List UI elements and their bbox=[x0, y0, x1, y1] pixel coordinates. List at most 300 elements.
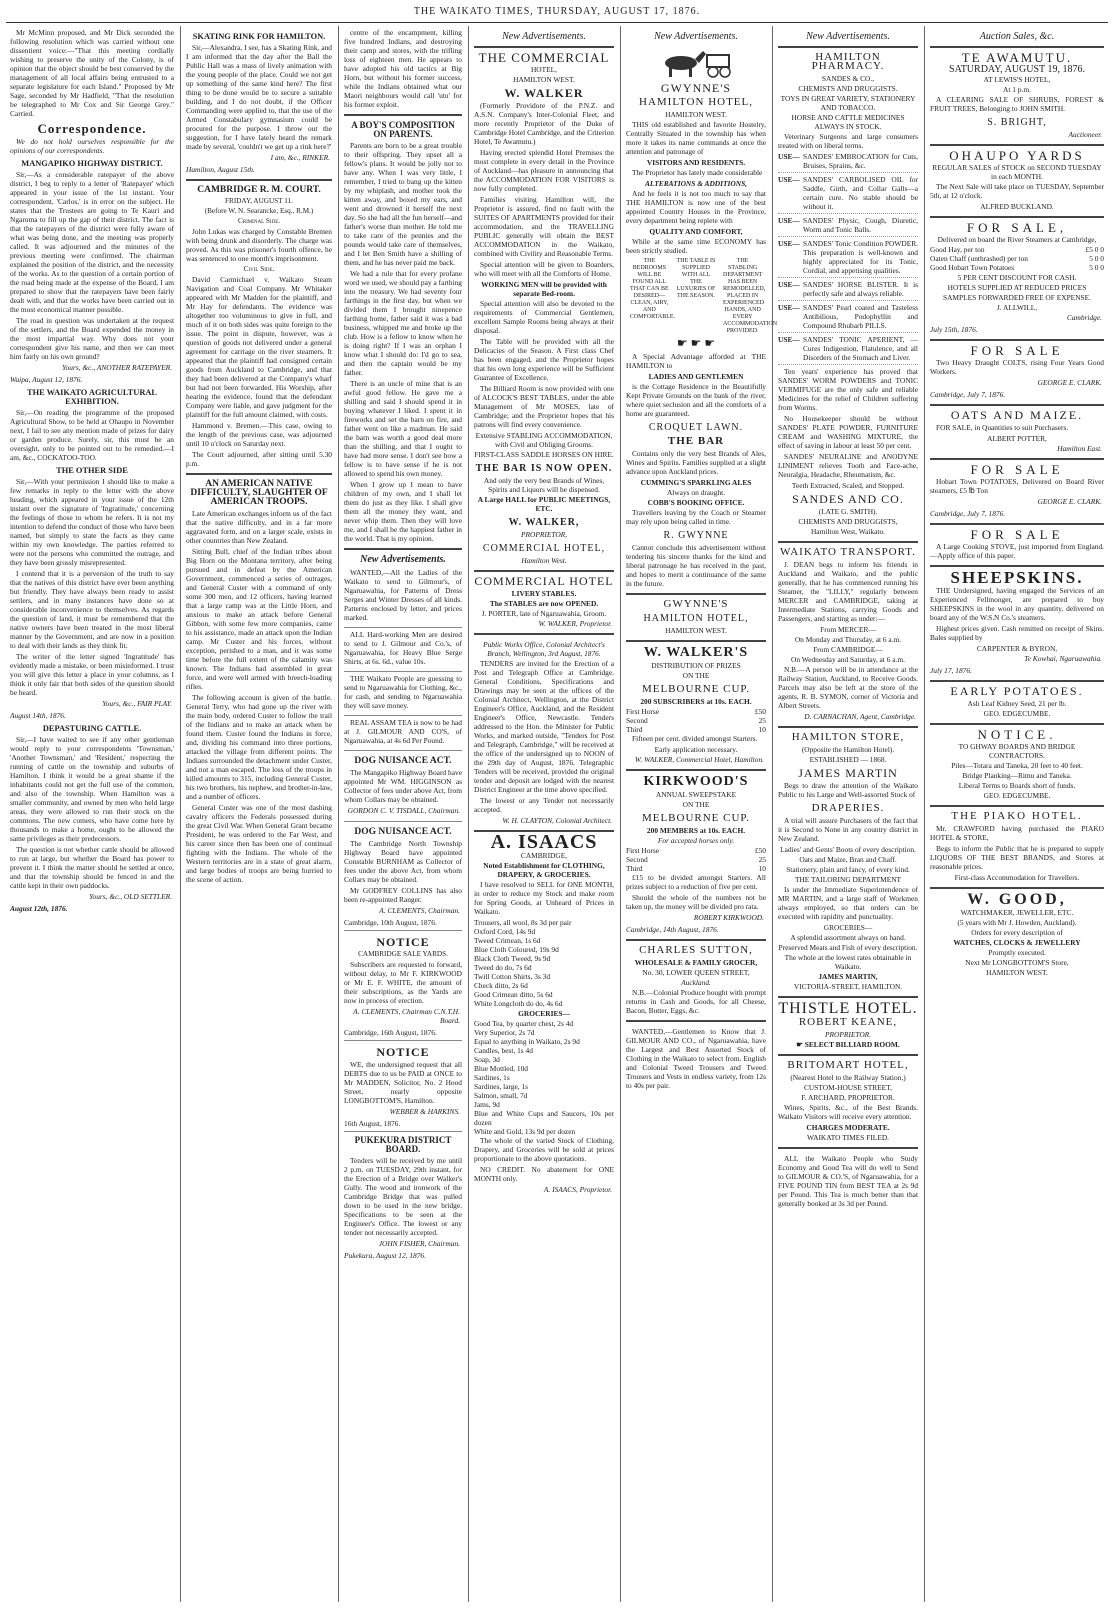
advert-body: Travellers leaving by the Coach or Steamer may rely upon being called in time. bbox=[626, 508, 766, 526]
advert-date: July 17, 1876. bbox=[930, 666, 972, 675]
advert-body: A Special Advantage afforded at THE HAMILTON to bbox=[626, 352, 766, 370]
advert-line: Hamilton West, Waikato. bbox=[810, 527, 886, 536]
advert-line: GROCERIES— bbox=[518, 1009, 570, 1018]
advert-subtitle: CAMBRIDGE SALE YARDS. bbox=[358, 950, 448, 958]
advert-title: CHARLES SUTTON, bbox=[639, 944, 753, 956]
advert-body: THIS old established and favorite Hostelry, Centrally Situated in the township has when more it takes its name commands at once the attention and patronage of bbox=[626, 120, 766, 156]
letter-body: I contend that it is a perversion of the truth to say that the natives of this district have ever been anything but friendly. They have always been ready to assist settlers, and in many instances have done so at considerable inconvenience to themselves. As regards the question of land, it must be remembered that the native owners have been treated in the most liberal manner by the Government, and are now in a position to deal with their lands as they think fit. bbox=[10, 569, 174, 650]
advert-line: DRAPERIES. bbox=[811, 802, 885, 814]
advert bbox=[344, 751, 462, 822]
advert-signature: GEO. EDGECUMBE. bbox=[983, 791, 1051, 800]
price-list bbox=[474, 918, 614, 1008]
row-value: £50 bbox=[754, 707, 766, 716]
letter-body: The road in question was undertaken at the request of the settlers, and the Board expended the money in the most impartial way. Why does not your correspondent give his name, and then we can meet him fairly on his own ground? bbox=[10, 316, 174, 361]
advert-body: The lowest or any Tender not necessarily accepted. bbox=[474, 796, 614, 814]
advert-line: Orders for every description of bbox=[971, 928, 1063, 937]
advert-body: Two Heavy Draught COLTS, rising Four Years Good Workers. bbox=[930, 358, 1104, 376]
list-item: Check ditto, 2s 6d bbox=[474, 981, 528, 990]
correspondence-heading: Correspondence. bbox=[37, 121, 147, 136]
advert-title: FOR SALE, bbox=[966, 220, 1068, 235]
advert-signature: J. ALLWILL, bbox=[996, 303, 1038, 312]
advert-signature: ALFRED BUCKLAND. bbox=[980, 202, 1054, 211]
list-item: Sardines, large, 1s bbox=[474, 1082, 529, 1091]
letter-heading: THE OTHER SIDE bbox=[56, 466, 128, 475]
feature-columns bbox=[626, 258, 778, 335]
advert-title: NOTICE bbox=[376, 1045, 430, 1059]
advert-title: COMMERCIAL HOTEL bbox=[474, 574, 614, 588]
advert-line: Delivered on board the River Steamers at Cambridge, bbox=[937, 235, 1097, 244]
letter-body: Sir,—With your permission I should like to make a few remarks in reply to the letter with the above heading, which appeared in your issue of the 12th instant over the signature of 'Ingratitude,' concerning the feelings of those to whom he refers. It is not my intention to defend the conduct of those who have been named, but simply to state the facts as they came within my own knowledge. The parties referred to were not the persons who committed the outrage, and they have been grossly misrepresented. bbox=[10, 477, 174, 567]
advert-signature: GEO. EDGECUMBE. bbox=[983, 709, 1051, 718]
use-item bbox=[778, 335, 918, 365]
row-value: 5 0 0 bbox=[1089, 254, 1104, 263]
advert-body: Begs to draw the attention of the Waikato Public to his Large and Well-assorted Stock of bbox=[778, 781, 918, 799]
advert-line: WORKING MEN will be provided with separate Bed-room. bbox=[481, 280, 607, 298]
advert bbox=[344, 672, 462, 716]
advert-body: Special attention will also be devoted to the requirements of Commercial Gentlemen, excellent Sample Rooms being always at their disposal. bbox=[474, 299, 614, 335]
list-item: Equal to anything in Waikato, 2s 9d bbox=[474, 1037, 580, 1046]
advert-body: Having erected splendid Hotel Premises the most complete in every detail in the Province of Auckland—has pleasure in announcing that the ACCOMMODATION FOR VISITORS is now fully completed. bbox=[474, 148, 614, 193]
row-value: £5 0 0 bbox=[1085, 245, 1104, 254]
advert-line: Always on draught. bbox=[666, 488, 726, 497]
letter-signature: Yours, &c., ANOTHER RATEPAYER. bbox=[62, 363, 172, 372]
advert-name: W. WALKER bbox=[504, 86, 584, 100]
advert-line: For accepted horses only. bbox=[657, 836, 735, 845]
advert-line: Hamilton West. bbox=[521, 556, 567, 565]
advert-line: THE BAR IS NOW OPEN. bbox=[475, 463, 613, 474]
advert-title: BRITOMART HOTEL, bbox=[787, 1059, 909, 1071]
article-body: Sitting Bull, chief of the Indian tribes about Big Horn on the Montana territory, after being pursued and in defeat by the American Government, commenced a series of outrages, and General Custer with a command of only some 300 men, and 12 officers, having learned that a large camp was at the Little Horn, and anxious to make an attack before General Gibbon, with some few more companies, came to his assistance, made an attack upon the Indian camp. Mr Custer and his forces, without exception, perished to a man, and it was some time before the full extent of the calamity was known. The Indians had assembled in great force, and were well armed with breech-loading rifles. bbox=[186, 547, 332, 691]
advert-signature: ROBERT KIRKWOOD. bbox=[693, 913, 764, 922]
advert-title: OHAUPO YARDS bbox=[949, 148, 1085, 163]
advert-line: 200 SUBSCRIBERS at 10s. EACH. bbox=[640, 697, 752, 706]
advert-body: REAL ASSAM TEA is now to be had at J. GILMOUR AND CO'S, of Ngaruawahia, at 4s 6d Per Pound. bbox=[344, 718, 462, 745]
advert-body: Veterinary Surgeons and large consumers treated with on liberal terms. bbox=[778, 132, 918, 150]
advert bbox=[344, 566, 462, 628]
divider bbox=[930, 523, 1104, 525]
price-row bbox=[930, 254, 1104, 263]
list-item: Candles, best, 1s 4d bbox=[474, 1046, 533, 1055]
advert-title: A. ISAACS bbox=[490, 831, 598, 853]
advert-subtitle: HAMILTON WEST. bbox=[665, 626, 727, 635]
divider bbox=[778, 46, 918, 48]
divider bbox=[186, 179, 332, 181]
advert-title: FOR SALE bbox=[970, 527, 1064, 542]
advert-body: THE Undersigned, having engaged the Services of an Experienced Fellmonger, are prepared to buy SHEEPSKINS in the wool in any quantity, delivered on board any of the W.S.N Co.'s steamers. bbox=[930, 586, 1104, 622]
advert-body: Mr. CRAWFORD having purchased the PIAKO HOTEL & STORE, bbox=[930, 824, 1104, 842]
advert-body: ALL Hard-working Men are desired to send to J. Gilmour and Co.'s, of Ngaruawahia, for Heavy Blue Serge Shirts, at 6s. 6d., value 10s. bbox=[344, 630, 462, 666]
intro-text: Mr McMinn proposed, and Mr Dick seconded the following resolution which was carried without one dissentient voice:—"That this meeting cordially wishing to preserve the unity of the Colony, is of opinion that the object should be best conserved by the management of all local affairs being entrusted to a separate legislature for each Island." Proposed by Mr Sage, seconded by Mr Hadfield, "That the resolution be telegraphed to Mr Cox and Sir George Grey." Carried. bbox=[10, 28, 174, 118]
divider bbox=[930, 458, 1104, 460]
column-divider bbox=[338, 26, 339, 1602]
advert-signature: A. CLEMENTS, Chairman C.N.T.H. Board. bbox=[353, 1007, 460, 1025]
pointing-hand-icon: ☛ bbox=[796, 1040, 805, 1049]
row-label: Oaten Chaff (unthrashed) per ton bbox=[930, 254, 1028, 263]
advert-line: Stationery, plain and fancy, of every kind. bbox=[786, 865, 910, 874]
advert-body: £15 to be divided amongst Starters. All prizes subject to a reduction of five per cent. bbox=[626, 873, 766, 891]
advert-line: FIRST-CLASS SADDLE HORSES ON HIRE. bbox=[474, 450, 614, 459]
advert-line: HORSE AND CATTLE MEDICINES ALWAYS IN STOCK. bbox=[791, 113, 905, 131]
advert-body: Begs to inform the Public that he is prepared to supply LIQUORS OF THE BEST BRANDS, and Stores at reasonable prices. bbox=[930, 844, 1104, 871]
advert-subtitle: HOTEL, bbox=[530, 65, 558, 74]
advert-body: The Proprietor has lately made considerable bbox=[632, 168, 763, 177]
row-label: Third bbox=[626, 864, 643, 873]
advert-date: Pukekura, August 12, 1876. bbox=[344, 1251, 426, 1260]
letter-date: August 12th, 1876. bbox=[10, 904, 68, 913]
advert-line: HOTELS SUPPLIED AT REDUCED PRICES bbox=[947, 283, 1087, 292]
article-body: Sir,—Alexandra, I see, has a Skating Rink, and I am informed that the day after the Ball the Public Hall was a mass of lively animation with the young people of the place. Could we not get up something of the same kind here? The first thing to be done would be to secure a suitable building, and I do not doubt, if the Officer Commanding were applied to, that the use of the Armed Constabulary gymnasium could be procured for the purpose. I throw out the suggestion, for I have lately heard the remark made by several, 'couldn't we get up a rink here?' bbox=[186, 43, 332, 151]
use-item bbox=[778, 216, 918, 237]
list-item: Black Cloth Tweed, 9s 9d bbox=[474, 954, 551, 963]
use-label: USE— bbox=[778, 335, 800, 344]
advert-date: July 15th, 1876. bbox=[930, 325, 978, 334]
advert-line: TO GHWAY BOARDS AND BRIDGE CONTRACTORS. bbox=[958, 742, 1076, 760]
advert-line: CHEMISTS AND DRUGGISTS, bbox=[798, 517, 898, 526]
letter-date: August 14th, 1876. bbox=[10, 711, 66, 720]
use-item bbox=[778, 239, 918, 278]
advert-title: TE AWAMUTU. bbox=[961, 50, 1073, 65]
list-item: Very Superior, 2s 7d bbox=[474, 1028, 535, 1037]
advert bbox=[344, 822, 462, 931]
advert-subtitle: HAMILTON WEST. bbox=[513, 75, 575, 84]
letter-heading: THE WAIKATO AGRICULTURAL EXHIBITION. bbox=[27, 388, 157, 406]
advert-signature: GORDON C. V. TISDALL, Chairman. bbox=[347, 806, 460, 815]
letter-heading: MANGAPIKO HIGHWAY DISTRICT. bbox=[21, 159, 163, 168]
feature-bedrooms: THE BEDROOMS WILL BE FOUND ALL THAT CAN BE DESIRED— CLEAN, AIRY, AND COMFORTABLE. bbox=[629, 258, 676, 320]
divider bbox=[778, 541, 918, 543]
use-text: SANDES' Pearl coated and Tasteless Antibilious, Podophyllin and Compound Rhubarb PILLS. bbox=[803, 303, 918, 330]
advert-title: SHEEPSKINS. bbox=[950, 568, 1084, 587]
advert-body: WE, the undersigned request that all DEBTS due to us be PAID at ONCE to Mr MADDEN, Solicitor, No. 2 Hood Street, nearly opposite LONGBOTTOM'S, Hamilton. bbox=[344, 1060, 462, 1105]
list-item: Twill Cotton Shirts, 3s 3d bbox=[474, 972, 551, 981]
advert-body: NO CREDIT. No abatement for ONE MONTH only. bbox=[474, 1165, 614, 1183]
list-item: Tweed Crimean, 1s 6d bbox=[474, 936, 541, 945]
advert-line: Teeth Extracted, Scaled, and Stopped. bbox=[791, 481, 905, 490]
advert-subtitle: CHEMISTS AND DRUGGISTS. bbox=[798, 84, 898, 93]
price-row bbox=[930, 245, 1104, 254]
advert-line: From MERCER— bbox=[820, 625, 876, 634]
advert-body: And he feels it is not too much to say that THE HAMILTON is now one of the best appointed Country Houses in the Province, every department being replete with bbox=[626, 189, 766, 225]
list-item: Soap, 3d bbox=[474, 1055, 500, 1064]
divider bbox=[626, 769, 766, 771]
section-heading: New Advertisements. bbox=[360, 554, 446, 565]
price-row bbox=[626, 855, 766, 864]
advert-line: The STABLES are now OPENED. bbox=[489, 599, 599, 608]
article-body: Hammond v. Bremen.—This case, owing to the length of the previous case, was adjourned until 10 o'clock on Saturday next. bbox=[186, 421, 332, 448]
advert-body: The whole of the varied Stock of Clothing, Drapery, and Groceries will be sold at prices proportionate to the above quotations. bbox=[474, 1136, 614, 1163]
divider bbox=[930, 805, 1104, 807]
advert-name: R. GWYNNE bbox=[663, 530, 729, 541]
advert-line: Bridge Planking—Rimu and Taneka. bbox=[962, 771, 1072, 780]
price-row bbox=[930, 263, 1104, 272]
letter-signature: Yours, &c., FAIR PLAY. bbox=[102, 699, 172, 708]
advert-line: J. PORTER, late of Ngaruawahia, Groom. bbox=[481, 609, 607, 618]
advert-signature: A. CLEMENTS, Chairman. bbox=[379, 906, 460, 915]
advert-line: A Large HALL for PUBLIC MEETINGS, ETC. bbox=[477, 495, 611, 513]
article-body: Late American exchanges inform us of the fact that the native difficulty, and in a far more aggravated form, and on a larger scale, exists in other countries than New Zealand. bbox=[186, 509, 332, 545]
advert-line: Extensive STABLING ACCOMMODATION, with Civil and Obliging Grooms. bbox=[475, 431, 613, 449]
divider bbox=[626, 593, 766, 595]
advert-body: THE Waikato People are guessing to send to Ngaruawahia for Clothing, &c., for cash, and sending to Ngaruawahia they will save money. bbox=[344, 674, 462, 710]
feature-stabling: THE STABLING DEPARTMENT HAS BEEN REMODELLED, PLACED IN EXPERIENCED HANDS, AND EVERY ACCOMMODATION PROVIDED. bbox=[723, 258, 778, 334]
divider bbox=[930, 216, 1104, 218]
advert-body: Ten years' experience has proved that SANDES' WORM POWDERS and TONIC VERMIFUGE are the only safe and reliable Medicines for the relief of Children suffering from Worms. bbox=[778, 367, 918, 412]
advert-line: Ash Leaf Kidney Seed, 21 per lb. bbox=[967, 699, 1067, 708]
advert-line: 5 PER CENT DISCOUNT FOR CASH. bbox=[957, 273, 1077, 282]
advert-name: JAMES MARTIN bbox=[798, 766, 898, 780]
advert-line: (Nearest Hotel to the Railway Station,) bbox=[790, 1073, 906, 1082]
advert-date: Cambridge, 14th August, 1876. bbox=[626, 925, 719, 934]
letter-heading: DEPASTURING CATTLE. bbox=[42, 724, 142, 733]
price-row bbox=[626, 716, 766, 725]
advert-line: VISITORS AND RESIDENTS. bbox=[646, 158, 746, 167]
article-body: General Custer was one of the most dashing cavalry officers the Federals possessed during the great Civil War. When General Grant became President, he was ordered to the Far West, and his career since then has been one of continual fighting with the Indians. The whole of the Western territories are in a state of great alarm, and large bodies of troops are being hurried to the scene of action. bbox=[186, 803, 332, 884]
article-subheading: FRIDAY, AUGUST 11. bbox=[225, 197, 293, 205]
divider bbox=[930, 680, 1104, 682]
row-value: 25 bbox=[758, 716, 766, 725]
advert-date: Cambridge, 16th August, 1876. bbox=[344, 1028, 437, 1037]
list-item: Trousers, all wool, 8s 3d per pair bbox=[474, 918, 572, 927]
use-label: USE— bbox=[778, 239, 800, 248]
article-body: David Carmichael v. Waikato Steam Navigation and Coal Company. Mr Whitaker appeared with Mr Madden for the plaintiff, and Mr Hay for defendants. The evidence was altogether too voluminous to give in full, and much of it on both sides was quite foreign to the issue. The point in dispute, however, was a question of goods not delivered under a general agreement for carriage on the river steamers. It appeared that the plaintiff had consigned certain goods from Auckland to Cambridge, and that they had been delivered at the Company's wharf but had not been forwarded. His Worship, after hearing the evidence, found that the defendant Company were liable, and gave judgment for the plaintiff for the full amount claimed, with costs. bbox=[186, 275, 332, 419]
advert-signature: W. WALKER, Proprietor. bbox=[538, 619, 612, 628]
list-item: Good Crimean ditto, 5s 6d bbox=[474, 990, 553, 999]
article-heading: SKATING RINK FOR HAMILTON. bbox=[192, 32, 326, 41]
row-value: 25 bbox=[758, 855, 766, 864]
advert-signature: GEORGE E. CLARK. bbox=[1037, 378, 1102, 387]
advert-subtitle: MELBOURNE CUP. bbox=[641, 812, 751, 824]
list-item: Oxford Cord, 14s 9d bbox=[474, 927, 536, 936]
list-item: Jams, 9d bbox=[474, 1100, 500, 1109]
advert-name: W. WALKER, bbox=[508, 517, 580, 528]
use-label: USE— bbox=[778, 175, 800, 184]
use-text: SANDES' HORSE BLISTER. It is perfectly safe and always reliable. bbox=[803, 280, 918, 298]
article-body: The following account is given of the battle. General Terry, who had gone up the river with the main body, ordered Custer to follow the trail of the Indians and to make an attack when he found them. Custer found the Indians in force, and, dividing his command into three portions, attacked the village from different points. The Indians surrounded the detachment under Custer, and not a man escaped. The loss of the troops in killed amounts to 315, including General Custer, his two brothers, his nephew, and brother-in-law, and a number of officers. bbox=[186, 693, 332, 801]
advert-line: Ladies' and Gents' Boots of every description. bbox=[780, 845, 916, 854]
advert-line: HAMILTON WEST. bbox=[986, 968, 1048, 977]
advert-line: Noted Establishment for CLOTHING, DRAPERY, & GROCERIES. bbox=[483, 861, 605, 879]
advert-line: No. 30, LOWER QUEEN STREET, bbox=[642, 968, 750, 977]
advert-line: CUSTOM-HOUSE STREET, bbox=[803, 1083, 892, 1092]
advert-signature: WEBBER & HARKINS. bbox=[389, 1107, 460, 1116]
advert-title: GWYNNE'S bbox=[663, 598, 729, 610]
letter-body: The question is not whether cattle should be allowed to run at large, but whether the Board has power to prevent it. I think the matter should be settled at once, and that the township should be fenced in and the cattle kept in their own paddocks. bbox=[10, 845, 174, 890]
row-label: Good Hay, per ton bbox=[930, 245, 985, 254]
advert-name: ROBERT KEANE, bbox=[798, 1016, 898, 1028]
article-subheading: Civil Side. bbox=[243, 265, 275, 273]
advert-line: Early application necessary. bbox=[654, 745, 738, 754]
advert-line: And only the very best Brands of Wines, Spirits and Liquors will be dispensed. bbox=[483, 476, 605, 494]
price-row bbox=[626, 725, 766, 734]
row-value: £50 bbox=[754, 846, 766, 855]
advert-body: FOR SALE, in Quantities to suit Purchasers. bbox=[936, 423, 1069, 432]
advert-line: COMMERCIAL HOTEL, bbox=[482, 543, 606, 554]
letter-signature: Yours, &c., OLD SETTLER. bbox=[89, 892, 172, 901]
price-row bbox=[626, 707, 766, 716]
price-list bbox=[474, 1019, 614, 1136]
advert bbox=[344, 628, 462, 672]
row-value: 10 bbox=[758, 725, 766, 734]
article-heading: A BOY'S COMPOSITION ON PARENTS. bbox=[351, 120, 455, 139]
advert-line: LADIES AND GENTLEMEN bbox=[648, 372, 744, 381]
billiard-room-text: SELECT BILLIARD ROOM. bbox=[804, 1040, 900, 1049]
advert-title: THE COMMERCIAL bbox=[478, 50, 610, 65]
divider bbox=[930, 887, 1104, 889]
column-divider bbox=[468, 26, 469, 1602]
advert-body: N.B.—A person will be in attendance at the Railway Station, Auckland, to Receive Goods. Parcels may also be left at the store of the agents, R. B. SYMON, corner of Victoria and Albert Streets. bbox=[778, 665, 918, 710]
divider bbox=[344, 548, 462, 550]
advert-line: (5 years with Mr J. Howden, Auckland). bbox=[957, 918, 1077, 927]
advert-body: While at the same time ECONOMY has been strictly studied. bbox=[626, 237, 766, 255]
advert-body: Highest prices given. Cash remitted on receipt of Skins. Bales supplied by bbox=[930, 624, 1104, 642]
advert-signature: ALBERT POTTER, bbox=[987, 434, 1047, 443]
column-4 bbox=[474, 28, 614, 1600]
advert-title: NOTICE bbox=[376, 935, 430, 949]
advert-name: SANDES AND CO. bbox=[792, 492, 904, 506]
article-subheading: (Before W. N. Searancke, Esq., R.M.) bbox=[204, 207, 314, 215]
advert-subtitle: CAMBRIDGE, bbox=[520, 851, 568, 860]
advert-title: HAMILTON STORE, bbox=[791, 731, 905, 743]
advert-body: The Table will be provided with all the Delicacies of the Season. A First class Chef has been engaged, and the Proprietor hopes that his own long experience will be Sufficient Guarantee of Excellence. bbox=[474, 337, 614, 382]
use-label: USE— bbox=[778, 280, 800, 289]
use-text: SANDES' TONIC APERIENT, —Cures Indigestion, Flatulence, and all Disorders of the Stomach and Liver. bbox=[803, 335, 918, 362]
advert-line: Public Works Office, Colonial Architect's Branch, Wellington, 3rd August, 1876. bbox=[483, 640, 605, 658]
advert-body: The Next Sale will take place on TUESDAY, September 5th, at 12 o'clock. bbox=[930, 182, 1104, 200]
list-item: White and Gold, 13s 9d per dozen bbox=[474, 1127, 576, 1136]
column-7 bbox=[930, 28, 1104, 1600]
advert-body: Families visiting Hamilton will, the Proprietor is assured, find no fault with the SUITES OF APARTMENTS provided for their accommodation, and the TRAVELLING PUBLIC generally will obtain the BEST ACCOMMODATION in the Waikato, combined with Civility and Reasonable Terms. bbox=[474, 195, 614, 258]
row-label: Second bbox=[626, 716, 648, 725]
divider bbox=[474, 570, 614, 572]
advert-line: On Monday and Thursday, at 6 a.m. bbox=[794, 635, 902, 644]
horse-carriage-icon bbox=[626, 45, 766, 79]
advert-line: TOYS IN GREAT VARIETY, STATIONERY AND TOBACCO. bbox=[780, 94, 916, 112]
advert-line: (LATE G. SMITH). bbox=[818, 507, 878, 516]
advert-title: THE PIAKO HOTEL. bbox=[951, 810, 1083, 822]
prize-list bbox=[626, 846, 766, 873]
divider bbox=[626, 640, 766, 642]
advert-body: ALL the Waikato People who Study Economy and Good Tea will do well to Send to GILMOUR & CO.'S, of Ngaruawahia, for a FIVE POUND TIN from BEST TEA at 2s 9d per Pound. This Tea is much better than that generally booked at 3s 3d per Pound. bbox=[778, 1154, 918, 1208]
advert-date: Cambridge, July 7, 1876. bbox=[930, 390, 1006, 399]
advert-body: TENDERS are invited for the Erection of a Post and Telegraph Office at Cambridge. General Conditions, Specifications and Drawings may be seen at the offices of the Colonial Architect, Wellington, at the District Engineer's Office, Auckland, and the Resident Engineer's Office, Newcastle. Tenders addressed to the Hon. the Minister for Public Works, and marked outside, "Tenders for Post and Telegraph, Cambridge," will be received at the office of the undersigned up to NOON of the 29th day of August, 1876. Telegraphic Tenders will be received, provided the original tender and deposit are lodged with the nearest District Engineer at the time above specified. bbox=[474, 659, 614, 794]
advert-line: SAMPLES FORWARDED FREE OF EXPENSE. bbox=[942, 293, 1092, 302]
advert-body: A Large Cooking STOVE, just imported from England.—Apply office of this paper. bbox=[930, 542, 1104, 560]
column-6 bbox=[778, 28, 918, 1600]
divider bbox=[186, 473, 332, 475]
advert-title: FOR SALE bbox=[970, 462, 1064, 477]
advert-line: PROPRIETOR. bbox=[824, 1030, 872, 1039]
use-item bbox=[778, 303, 918, 333]
article-body: John Lukas was charged by Constable Bremen with being drunk and disorderly. The charge was proved. As this was prisoner's fourth offence, he was sentenced to one month's imprisonment. bbox=[186, 227, 332, 263]
advert-line: Piles—Totara and Taneka, 20 feet to 40 feet. bbox=[951, 761, 1083, 770]
advert bbox=[344, 716, 462, 751]
section-heading: New Advertisements. bbox=[502, 31, 586, 42]
letter-body: Sir,—As a considerable ratepayer of the above district, I beg to reply to a letter of 'Ratepayer' which appeared in your issue of the 1st instant. Your correspondent, 'Carlos,' is in error on the subject. He states that the Trustees are going to Te Kauri and Ngaroma to fill up the gap of their district. The fact is that the ratepayers of the district were fully aware of what was being done, and the meeting was properly called. It was adjourned and the minutes of the previous meeting were confirmed. The chairman explained the position of the district, and the necessity of the works. As to the question of a certain portion of the road being made at the expense of the Board, I am prepared to show that the ratepayers have been fairly dealt with, and that the works have been carried out in the most economical manner possible. bbox=[10, 170, 174, 314]
masthead: THE WAIKATO TIMES, THURSDAY, AUGUST 17, 1876. bbox=[413, 6, 701, 17]
advert-line: F. ARCHARD, PROPRIETOR. bbox=[801, 1093, 895, 1102]
list-item: Salmon, small, 7d bbox=[474, 1091, 528, 1100]
divider bbox=[626, 939, 766, 941]
column-divider bbox=[180, 26, 181, 1602]
advert-line: VICTORIA-STREET, HAMILTON. bbox=[793, 982, 903, 991]
advert-body: WANTED,—Gentlemen to Know that J. GILMOUR AND CO., of Ngaruawahia, have the Largest and Best Assorted Stock of Clothing in the Waikato to select from. English and Colonial Tweed Trousers and Tweed Trousers and Vests in endless variety, from 12s to 40s per pair. bbox=[626, 1027, 766, 1090]
advert-body: is the Cottage Residence in the Beautifully Kept Private Grounds on the bank of the river, where quiet seclusion and all the comforts of a home are guaranteed. bbox=[626, 382, 766, 418]
list-item: Good Tea, by quarter chest, 2s 4d bbox=[474, 1019, 574, 1028]
advert-body: J. DEAN begs to inform his friends in Auckland and Waikato, and the public generally, that he has commenced running his Steamer, the "LILLY," regularly between MERCER and CAMBRIDGE, taking at Intermediate Stations, carrying Goods and Passengers, and starting as under:— bbox=[778, 560, 918, 623]
price-list bbox=[930, 245, 1104, 272]
advert-subtitle: LIVERY STABLES. bbox=[511, 589, 577, 598]
advert-signature: JAMES MARTIN, bbox=[818, 972, 878, 981]
advert-signature: W. H. CLAYTON, Colonial Architect. bbox=[502, 816, 612, 825]
advert-date: 16th August, 1876. bbox=[344, 1119, 401, 1128]
advert-body: A trial will assure Purchasers of the fact that it is Second to None in any country district in New Zealand. bbox=[778, 816, 918, 843]
advert-body: The Cambridge North Township Highway Board have appointed Constable BURNHAM as Collector of fees under the above Act, from whom Collars may be obtained. bbox=[344, 839, 462, 884]
advert-line: COBB'S BOOKING OFFICE. bbox=[647, 498, 745, 507]
letter-body: Sir,—I have waited to see if any other gentleman would reply to your correspondents 'Townsman,' 'Another Townsman,' and 'Resident,' respecting the running of cattle on the township and suburbs of Hamilton. I think it would be a great shame if the inhabitants could not get the full use of the common, and also of the township. When Hamilton was a smaller community, and owned by men who held large areas, they were allowed to run their stock on the commons. The new comers, who have come here by thousands to make a home, ought to be allowed the same privileges as their predecessors. bbox=[10, 735, 174, 843]
divider bbox=[474, 633, 614, 635]
advert bbox=[344, 1136, 462, 1260]
advert-body: N.B.—Colonial Produce bought with prompt returns in Cash and Goods, for all Cheese, Bacon, Butter, Eggs, &c. bbox=[626, 988, 766, 1015]
advert-title: EARLY POTATOES. bbox=[950, 684, 1084, 698]
advert-body: Contains only the very best Brands of Ales, Wines and Spirits. Families supplied at a slight advance upon Auckland prices. bbox=[626, 449, 766, 476]
divider bbox=[778, 996, 918, 998]
divider bbox=[474, 46, 614, 48]
advert-signature: Hamilton East. bbox=[1057, 444, 1102, 453]
article-body: Parents are born to be a great trouble to their offspring. They upset all a fellow's plans. It would be jolly not to have any. When I was very little, I remember, I tried to bang up the kitten by my whiplash, and mother took the kitten away, and boxed my ears, and went and drowned it herself the next day. So she had all the fun herself—and father's worse than mother. He told me to take care of the pennies and the pounds would take care of themselves, and I let Ben Smith have a shilling of them, and he has never paid me back. bbox=[344, 141, 462, 267]
letter-body: The writer of the letter signed 'Ingratitude' has evidently made a mistake, or been misinformed. I trust you will give this letter a place in your columns, as I think it only fair that both sides of the question should be heard. bbox=[10, 652, 174, 697]
advert-name: S. BRIGHT, bbox=[987, 117, 1047, 128]
editor-note: We do not hold ourselves responsible for the opinions of our correspondents. bbox=[10, 137, 174, 155]
advert-date: Cambridge, July 7, 1876. bbox=[930, 509, 1006, 518]
advert-date: Cambridge, 10th August, 1876. bbox=[344, 918, 437, 927]
advert-body: No Housekeeper should be without SANDES' PLATE POWDER, FURNITURE CREAM and WASHING MIXTURE, the effect of saving in labour at least 50 per cent. bbox=[778, 414, 918, 450]
use-text: SANDES' Physic, Cough, Diuretic, Worm and Tonic Balls. bbox=[803, 216, 918, 234]
divider bbox=[626, 1020, 766, 1022]
advert-body: WANTED,—All the Ladies of the Waikato to send to Gilmour's, of Ngaruawahia, for Patterns of Dress Serges and Winter Dresses of all kinds. Patterns enclosed by letter, and prices marked. bbox=[344, 568, 462, 622]
advert-subtitle: HAMILTON WEST. bbox=[665, 110, 727, 119]
advert-body: (Formerly Providore of the P.N.Z. and A.S.N. Company's Inter-Colonial Fleet, and more recently Proprietor of the Duke of Cambridge Hotel Cambridge, and the Criterion Hotel, Te Awamutu.) bbox=[474, 101, 614, 146]
feature-table: THE TABLE IS SUPPLIED WITH ALL THE LUXURIES OF THE SEASON. bbox=[676, 258, 716, 299]
column-2 bbox=[186, 28, 332, 1600]
list-item: Tweed do do, 7s 6d bbox=[474, 963, 532, 972]
advert-subtitle: (Opposite the Hamilton Hotel). bbox=[801, 745, 895, 754]
price-row bbox=[626, 864, 766, 873]
advert-subtitle: ANNUAL SWEEPSTAKE bbox=[655, 790, 737, 799]
advert-body: The Mangapiko Highway Board have appointed Mr WM. HIGGINSON as Collector of fees under above Act, from whom Collars may be obtained. bbox=[344, 768, 462, 804]
row-label: Third bbox=[626, 725, 643, 734]
advert-title: PUKEKURA DISTRICT BOARD. bbox=[354, 1135, 452, 1154]
advert-subtitle: WHOLESALE & FAMILY GROCER, bbox=[634, 958, 758, 967]
advert-line: At 1 p.m. bbox=[1003, 85, 1031, 94]
advert-line: CUMMING'S SPARKLING ALES bbox=[640, 478, 752, 487]
advert-line: CROQUET LAWN. bbox=[648, 422, 744, 433]
advert-title: HAMILTON HOTEL, bbox=[643, 613, 749, 624]
letter-body: Sir,—On reading the programme of the proposed Agricultural Show, to be held at Ohaupo in November next, I fail to see any mention made of prizes for dairy or garden produce. Surely, sir, this must be an oversight, only to be pointed out to be remedied.—I am, &c., COCKATOO-TOO. bbox=[10, 408, 174, 462]
price-row bbox=[626, 846, 766, 855]
use-item bbox=[778, 152, 918, 173]
use-text: SANDES' EMBROCATION for Cuts, Bruises, Sprains, &c. bbox=[803, 152, 918, 170]
advert-line: QUALITY AND COMFORT, bbox=[649, 227, 743, 236]
list-item: White Longcloth do do, 4s 6d bbox=[474, 999, 563, 1008]
advert-body: A CLEARING SALE OF SHRUBS, FOREST & FRUIT TREES, Belonging to JOHN SMITH. bbox=[930, 95, 1104, 113]
divider bbox=[930, 144, 1104, 146]
advert-subtitle: SATURDAY, AUGUST 19, 1876. bbox=[949, 64, 1085, 75]
row-label: Second bbox=[626, 855, 648, 864]
use-text: SANDES' CARBOLISED OIL for Saddle, Girth, and Collar Galls—a certain cure. No stable should be without it. bbox=[803, 175, 918, 211]
use-item bbox=[778, 280, 918, 301]
divider bbox=[778, 1147, 918, 1149]
row-value: 5 0 0 bbox=[1089, 263, 1104, 272]
